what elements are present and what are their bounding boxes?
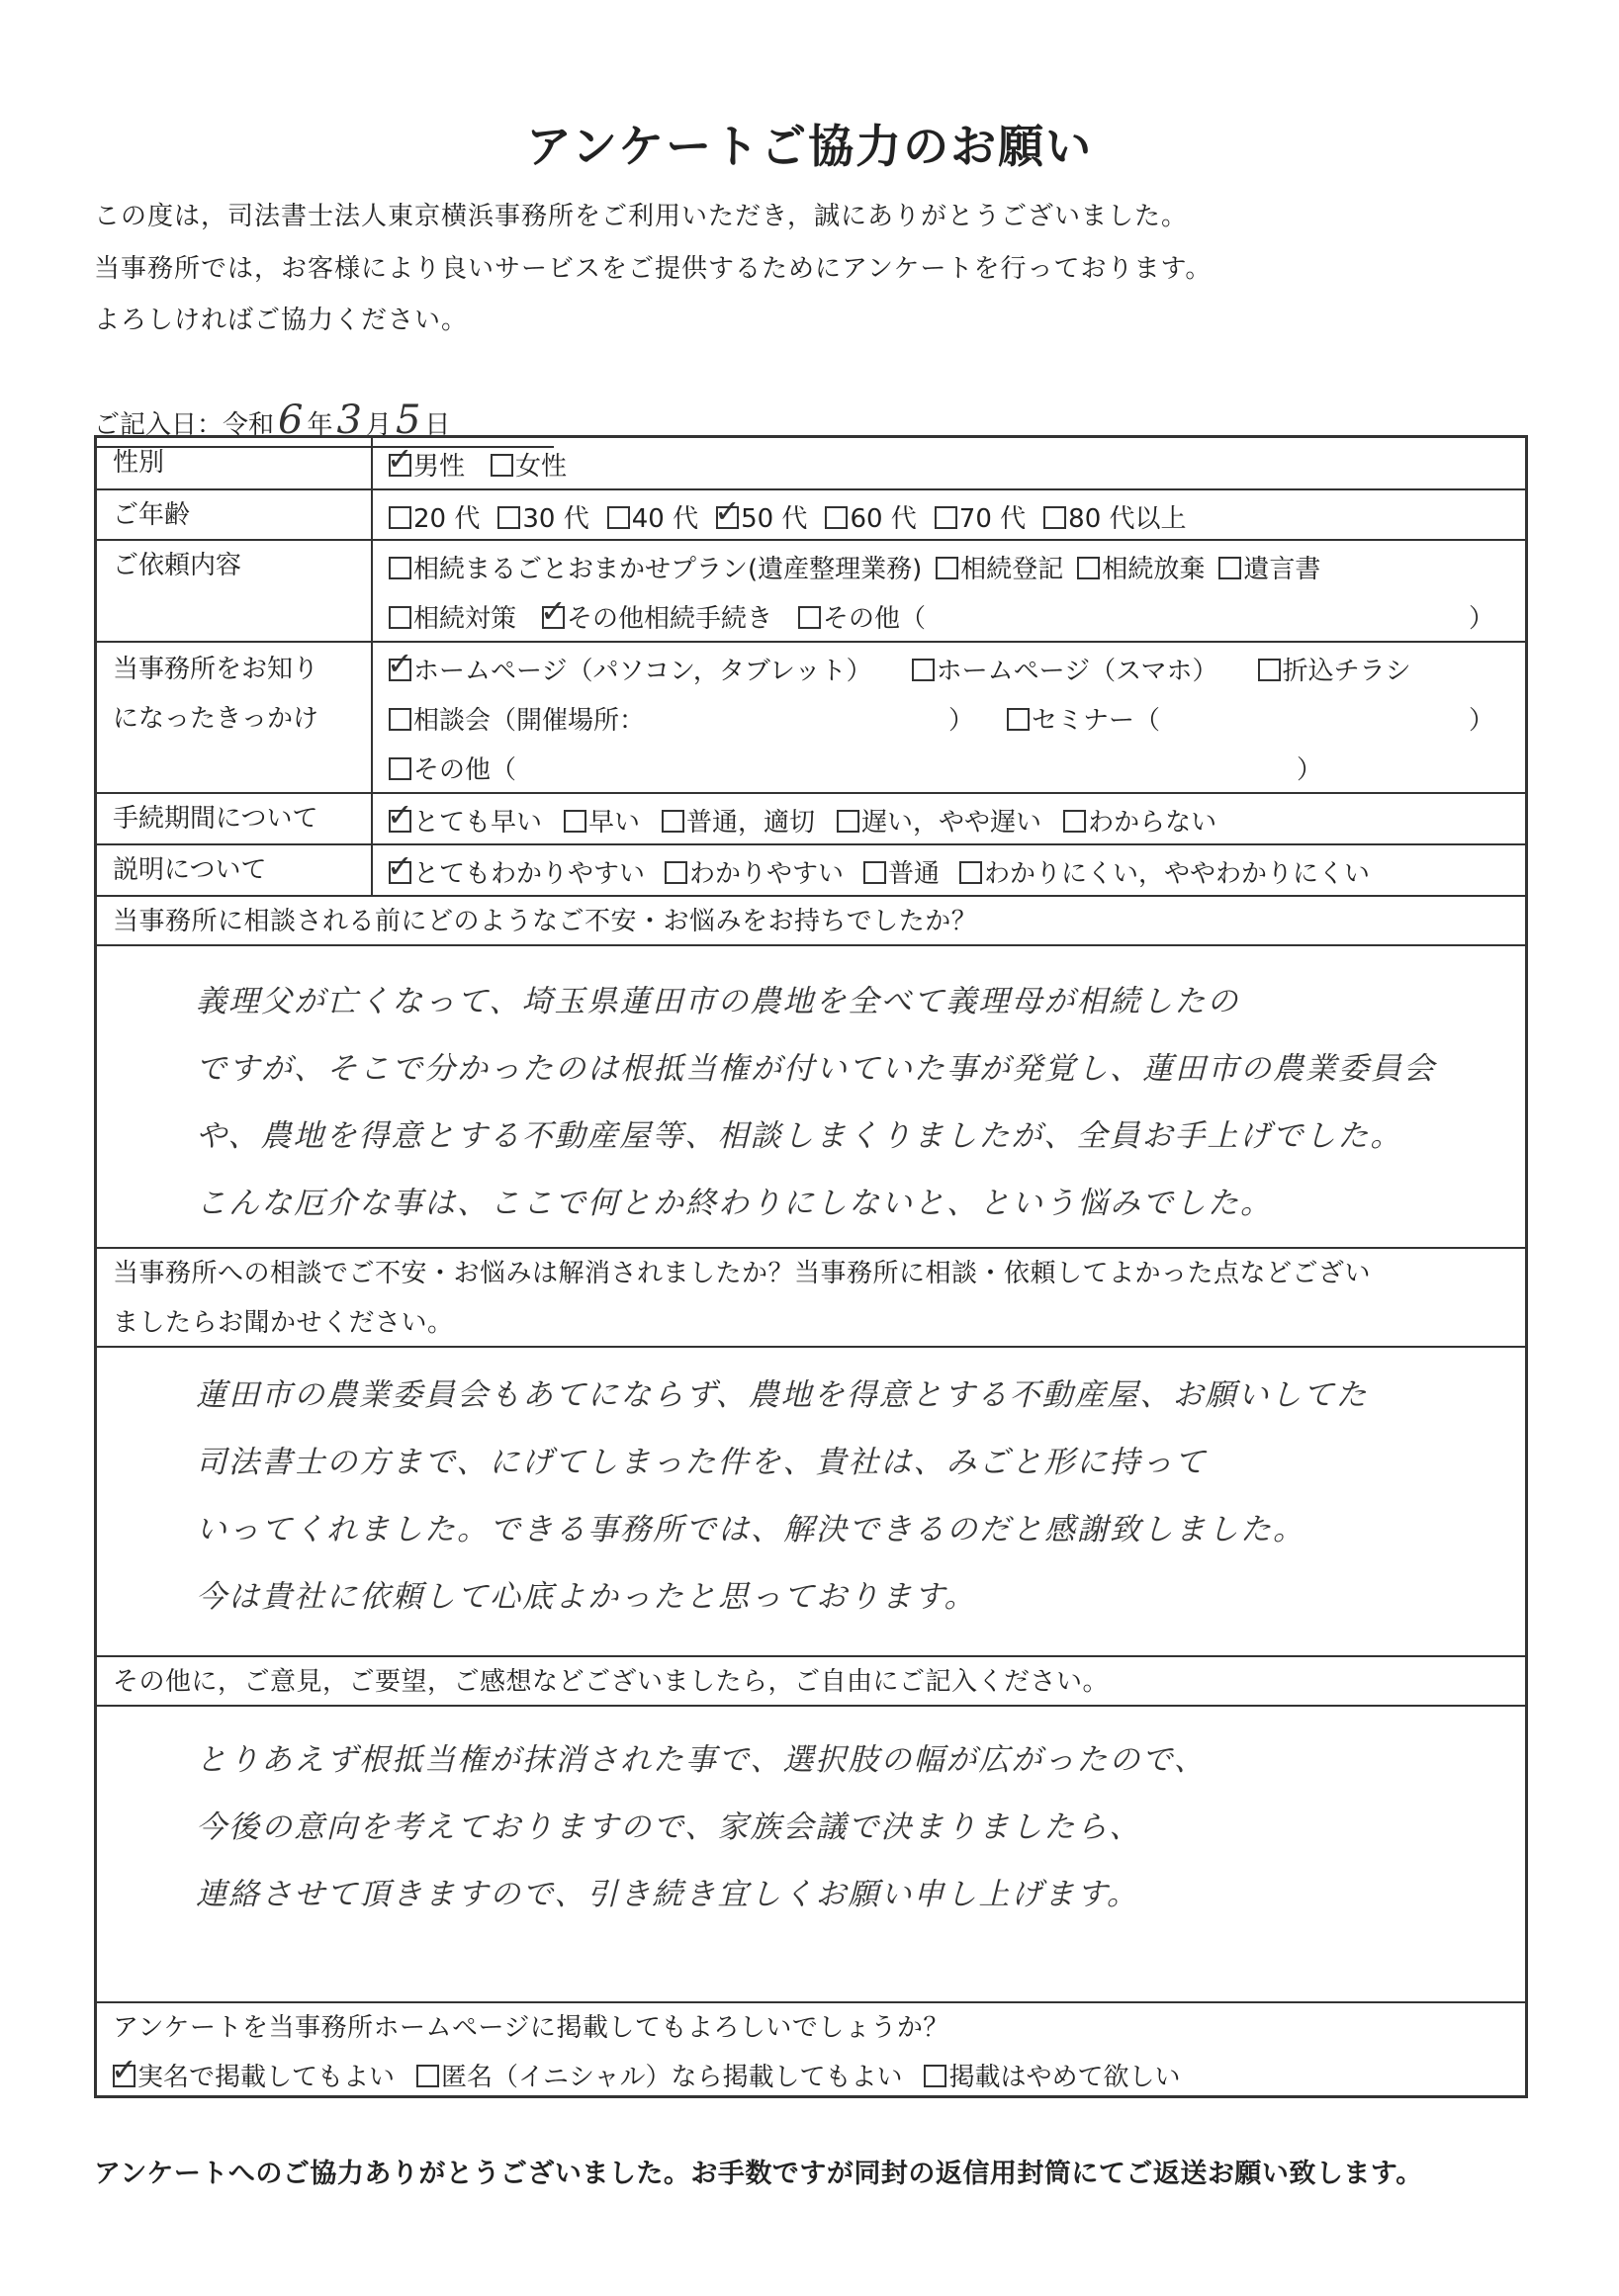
source-other-close-paren: ） [1297, 755, 1323, 785]
option-label: 70 代 [958, 504, 1027, 534]
option-label: 30 代 [522, 504, 589, 534]
option-label: 普通 [888, 859, 941, 889]
option-label: 相続登記 [960, 555, 1064, 584]
answer-line: 今は貴社に依頼して心底よかったと思っております。 [196, 1579, 977, 1615]
age-60-option[interactable] [825, 498, 916, 535]
option-label: 遺言書 [1243, 555, 1321, 584]
option-label: 40 代 [631, 504, 699, 534]
request-full-plan-option[interactable] [389, 549, 922, 585]
checkbox[interactable] [1218, 557, 1241, 579]
source-consultation-option[interactable] [389, 700, 645, 737]
option-label: 相談会（開催場所： [413, 706, 646, 736]
publish-real-name-option[interactable] [113, 2057, 395, 2093]
request-other-option[interactable] [798, 598, 926, 635]
source-consultation-close-paren: ） [948, 706, 975, 736]
request-other-inheritance-option[interactable] [542, 598, 772, 635]
explain-unclear-option[interactable] [959, 853, 1370, 890]
checkbox[interactable] [389, 659, 411, 681]
checkbox[interactable] [389, 606, 411, 629]
checkbox[interactable] [959, 861, 982, 884]
checkbox[interactable] [1007, 708, 1030, 731]
checkbox[interactable] [389, 861, 411, 884]
source-seminar-option[interactable] [1007, 700, 1160, 737]
option-label: ホームページ（スマホ） [936, 657, 1218, 686]
checkbox[interactable] [416, 2065, 439, 2087]
request-will-option[interactable] [1218, 549, 1320, 585]
date-prefix: ご記入日：令和 [94, 410, 275, 440]
q2-question-line-1: 当事務所への相談でご不安・お悩みは解消されましたか？当事務所に相談・依頼してよかった点などござい [113, 1259, 1372, 1288]
q1-answer [196, 968, 1485, 1237]
option-label: 早い [588, 808, 641, 838]
option-label: その他（ [823, 604, 927, 634]
checkbox[interactable] [665, 861, 687, 884]
date-day[interactable]: 5 [395, 397, 421, 443]
source-homepage-phone-option[interactable] [912, 651, 1218, 687]
option-label: 遅い，やや遅い [861, 808, 1042, 838]
q3-question: その他に，ご意見，ご要望，ご感想などございましたら，ご自由にご記入ください。 [113, 1667, 1110, 1697]
date-month[interactable]: 3 [336, 397, 362, 443]
option-label: その他相続手続き [567, 604, 773, 634]
explain-normal-option[interactable] [863, 853, 940, 890]
row-request [97, 541, 1525, 643]
age-label: ご年齢 [97, 490, 373, 539]
option-label: 相続対策 [413, 604, 517, 634]
q3-question-row [97, 1657, 1525, 1707]
row-publish [97, 2003, 1525, 2098]
checkbox[interactable] [389, 557, 411, 579]
row-period [97, 794, 1525, 845]
answer-line: 連絡させて頂きますので、引き続き宜しくお願い申し上げます。 [196, 1877, 1139, 1912]
intro-line-1: この度は，司法書士法人東京横浜事務所をご利用いただき，誠にありがとうございました。 [94, 202, 1188, 231]
checkbox[interactable] [564, 810, 586, 833]
option-label: とてもわかりやすい [413, 859, 646, 889]
period-fast-option[interactable] [564, 802, 640, 839]
option-label: 折込チラシ [1282, 657, 1411, 686]
checkbox[interactable] [662, 810, 684, 833]
source-other-option[interactable] [389, 750, 516, 786]
q1-question-row [97, 897, 1525, 946]
checkbox[interactable] [607, 506, 630, 529]
checkbox[interactable] [389, 757, 411, 780]
page-title: アンケートご協力のお願い [525, 120, 1094, 173]
q3-answer-area[interactable] [97, 1707, 1525, 2003]
checkbox[interactable] [389, 506, 411, 529]
answer-line: とりあえず根抵当権が抹消された事で、選択肢の幅が広がったので、 [196, 1742, 1207, 1778]
date-month-unit: 月 [365, 410, 392, 440]
request-other-close-paren: ） [1469, 604, 1495, 634]
answer-line: ですが、そこで分かったのは根抵当権が付いていた事が発覚し、蓮田市の農業委員会 [196, 1051, 1436, 1087]
option-label: その他（ [413, 755, 517, 785]
period-very-fast-option[interactable] [389, 802, 542, 839]
request-registration-option[interactable] [936, 549, 1063, 585]
checkbox[interactable] [113, 2065, 135, 2087]
request-renunciation-option[interactable] [1077, 549, 1205, 585]
source-label [97, 643, 373, 792]
q1-question: 当事務所に相談される前にどのようなご不安・お悩みをお持ちでしたか？ [113, 907, 978, 936]
checkbox[interactable] [798, 606, 821, 629]
option-label: 50 代 [741, 504, 808, 534]
checkbox[interactable] [491, 454, 513, 477]
checkbox[interactable] [935, 506, 957, 529]
option-label: わかりにくい，ややわかりにくい [984, 859, 1371, 889]
explain-very-clear-option[interactable] [389, 853, 645, 890]
answer-line: こんな厄介な事は、ここで何とか終わりにしないと、という悩みでした。 [196, 1186, 1273, 1221]
gender-female-option[interactable] [491, 446, 567, 483]
checkbox[interactable] [1077, 557, 1100, 579]
option-label: 相続まるごとおまかせプラン(遺産整理業務) [413, 555, 923, 584]
request-planning-option[interactable] [389, 598, 516, 635]
answer-line: 蓮田市の農業委員会もあてにならず、農地を得意とする不動産屋、お願いしてた [196, 1377, 1369, 1413]
request-label: ご依頼内容 [97, 541, 373, 641]
explain-clear-option[interactable] [665, 853, 844, 890]
q3-answer [196, 1726, 1485, 1928]
answer-line: いってくれました。できる事務所では、解決できるのだと感謝致しました。 [196, 1512, 1305, 1547]
option-label: セミナー（ [1032, 706, 1161, 736]
checkbox[interactable] [936, 557, 958, 579]
option-label: ホームページ（パソコン，タブレット） [413, 657, 872, 686]
option-label: 相続放棄 [1102, 555, 1206, 584]
checkbox[interactable] [837, 810, 859, 833]
gender-label: 性別 [97, 438, 373, 488]
q2-question [113, 1249, 1509, 1348]
checkbox[interactable] [1043, 506, 1066, 529]
checkbox[interactable] [825, 506, 848, 529]
answer-line: や、農地を得意とする不動産屋等、相談しまくりましたが、全員お手上げでした。 [196, 1118, 1403, 1154]
option-label: 実名で掲載してもよい [137, 2063, 396, 2092]
checkbox[interactable] [1063, 810, 1086, 833]
age-70-option[interactable] [935, 498, 1026, 535]
option-label: 20 代 [413, 504, 481, 534]
period-slow-option[interactable] [837, 802, 1041, 839]
age-80-option[interactable] [1043, 498, 1186, 535]
date-year-unit: 年 [307, 410, 333, 440]
option-label: 男性 [413, 452, 466, 482]
answer-line: 司法書士の方まで、にげてしまった件を、貴社は、みごと形に持って [196, 1445, 1208, 1480]
period-label: 手続期間について [97, 794, 373, 843]
date-year[interactable]: 6 [278, 397, 304, 443]
gender-male-option[interactable] [389, 446, 465, 483]
footer-thanks: アンケートへのご協力ありがとうございました。お手数ですが同封の返信用封筒にてご返送お願い致します。 [94, 2159, 1423, 2189]
option-label: わからない [1088, 808, 1217, 838]
q1-answer-area[interactable] [97, 946, 1525, 1249]
period-normal-option[interactable] [662, 802, 815, 839]
q2-answer [196, 1362, 1485, 1631]
row-source [97, 643, 1525, 794]
checkbox[interactable] [716, 506, 739, 529]
checkbox[interactable] [863, 861, 886, 884]
row-gender [97, 438, 1525, 490]
period-unknown-option[interactable] [1063, 802, 1216, 839]
age-40-option[interactable] [607, 498, 698, 535]
source-homepage-pc-option[interactable] [389, 651, 872, 687]
checkbox[interactable] [389, 708, 411, 731]
date-day-unit: 日 [424, 410, 451, 440]
option-label: 掲載はやめて欲しい [948, 2063, 1181, 2092]
row-age [97, 490, 1525, 541]
source-label-line-2: になったきっかけ [113, 704, 319, 734]
option-label: とても早い [413, 808, 543, 838]
checkbox[interactable] [1258, 659, 1281, 681]
q2-answer-area[interactable] [97, 1348, 1525, 1657]
checkbox[interactable] [924, 2065, 946, 2087]
checkbox[interactable] [542, 606, 565, 629]
age-50-option[interactable] [716, 498, 807, 535]
age-20-option[interactable] [389, 498, 480, 535]
publish-decline-option[interactable] [924, 2057, 1180, 2093]
option-label: わかりやすい [689, 859, 845, 889]
q2-question-row [97, 1249, 1525, 1348]
answer-line: 今後の意向を考えておりますので、家族会議で決まりましたら、 [196, 1810, 1142, 1845]
checkbox[interactable] [389, 810, 411, 833]
checkbox[interactable] [912, 659, 935, 681]
source-flyer-option[interactable] [1258, 651, 1411, 687]
source-label-line-1: 当事務所をお知り [113, 655, 319, 684]
intro-line-2: 当事務所では，お客様により良いサービスをご提供するためにアンケートを行っております。 [94, 254, 1213, 284]
age-30-option[interactable] [497, 498, 588, 535]
publish-question: アンケートを当事務所ホームページに掲載してもよろしいでしょうか？ [113, 2013, 949, 2043]
option-label: 60 代 [850, 504, 917, 534]
publish-anonymous-option[interactable] [416, 2057, 902, 2093]
checkbox[interactable] [389, 454, 411, 477]
option-label: 女性 [515, 452, 568, 482]
row-explanation [97, 845, 1525, 897]
option-label: 普通，適切 [686, 808, 816, 838]
checkbox[interactable] [497, 506, 520, 529]
q2-question-line-2: ましたらお聞かせください。 [113, 1308, 454, 1338]
survey-form [94, 435, 1528, 2098]
option-label: 80 代以上 [1068, 504, 1187, 534]
answer-line: 義理父が亡くなって、埼玉県蓮田市の農地を全べて義理母が相続したの [196, 984, 1240, 1019]
source-seminar-close-paren: ） [1469, 706, 1495, 736]
intro-line-3: よろしければご協力ください。 [94, 306, 469, 335]
option-label: 匿名（イニシャル）なら掲載してもよい [441, 2063, 903, 2092]
explain-label: 説明について [97, 845, 373, 895]
